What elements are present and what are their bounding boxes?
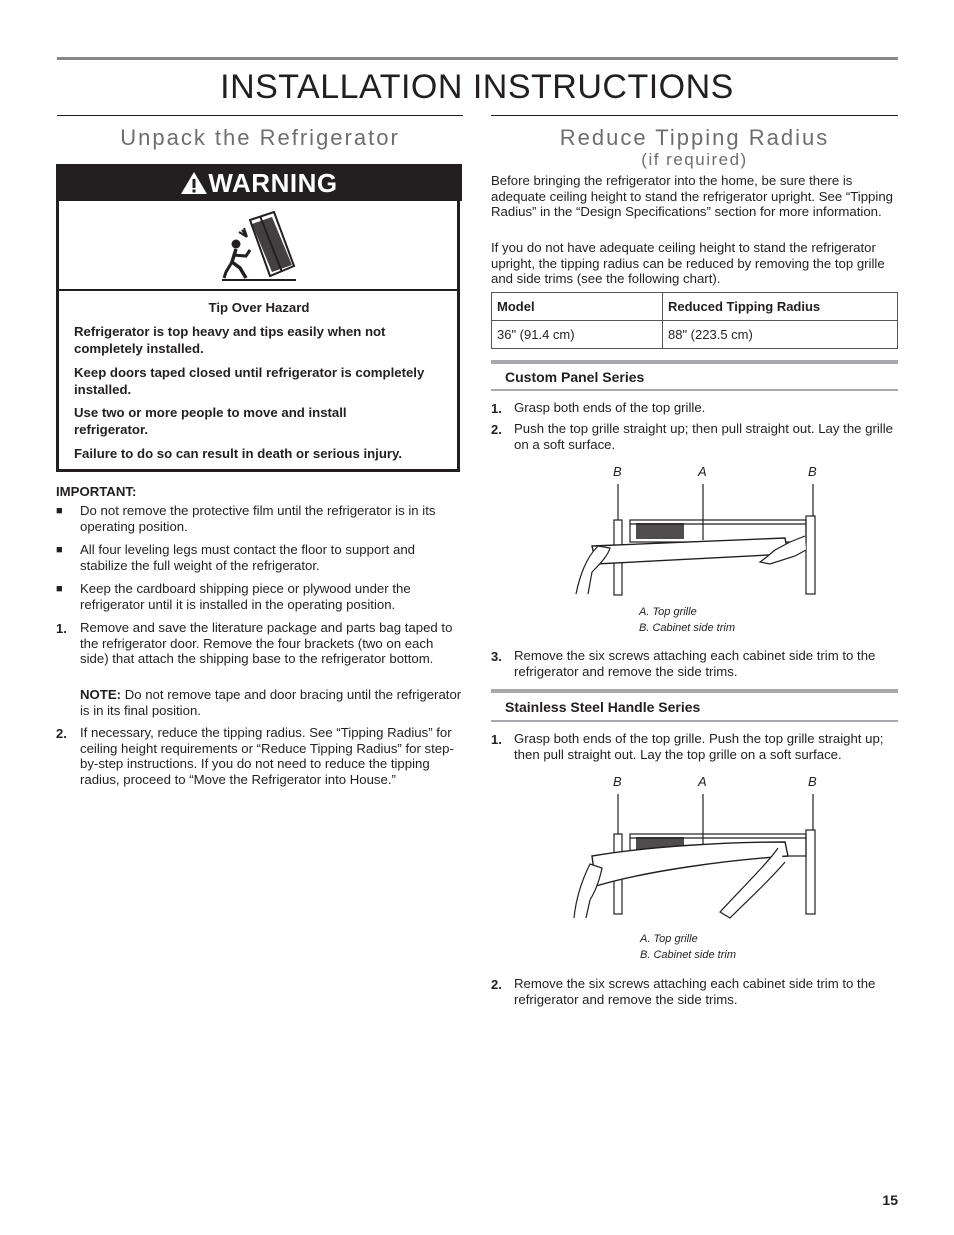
intro-paragraph: Before bringing the refrigerator into the home, be sure there is adequate ceiling height to stand the refrigerator upright. See “Tipping Radius” in the “Design Specifications” section for more information. bbox=[491, 173, 893, 220]
table-cell: 36" (91.4 cm) bbox=[492, 321, 663, 349]
diagram-label-b: B bbox=[613, 774, 622, 789]
bullet-marker: ■ bbox=[56, 505, 63, 517]
warning-header bbox=[56, 164, 462, 201]
custom-panel-grille-diagram bbox=[570, 480, 830, 600]
subheading-bar bbox=[491, 689, 898, 693]
step-text: Grasp both ends of the top grille. bbox=[514, 400, 706, 415]
bullet-text: Do not remove the protective film until the refrigerator is in its operating position. bbox=[80, 503, 436, 534]
diagram-label-a: A bbox=[698, 464, 707, 479]
step-number: 2. bbox=[56, 726, 67, 741]
page-title: INSTALLATION INSTRUCTIONS bbox=[220, 68, 734, 106]
step-number: 2. bbox=[491, 422, 502, 437]
section-title-reduce: Reduce Tipping Radius bbox=[559, 125, 830, 150]
step-number: 1. bbox=[491, 401, 502, 416]
table-header-cell: Reduced Tipping Radius bbox=[663, 293, 898, 321]
step-text: Remove the six screws attaching each cabinet side trim to the refrigerator and remove the side trims. bbox=[514, 648, 876, 679]
note-label: NOTE: bbox=[80, 687, 122, 702]
warning-label: WARNING bbox=[208, 168, 338, 198]
intro-paragraph: If you do not have adequate ceiling height to stand the refrigerator upright, the tipping radius can be reduced by removing the top grille and side trims (see the following chart). bbox=[491, 240, 885, 287]
table-cell: 88" (223.5 cm) bbox=[663, 321, 898, 349]
step-text: Remove and save the literature package and parts bag taped to the refrigerator door. Remove the four brackets (two on each side) that attach the shipping base to the refrigerator bottom. bbox=[80, 620, 453, 667]
diagram-caption: B. Cabinet side trim bbox=[640, 949, 736, 961]
bullet-text: Keep the cardboard shipping piece or plywood under the refrigerator until it is installed in the operating position. bbox=[80, 581, 411, 612]
bullet-marker: ■ bbox=[56, 583, 63, 595]
page-number: 15 bbox=[882, 1192, 898, 1208]
warning-triangle-icon bbox=[180, 171, 208, 195]
step-text: If necessary, reduce the tipping radius. See “Tipping Radius” for ceiling height requirements or “Reduce Tipping Radius” for step-by-step instructions. If you do not need to reduce the tipping radius, proceed to “Move the Refrigerator into House.” bbox=[80, 725, 454, 787]
stainless-grille-diagram bbox=[570, 790, 830, 920]
warning-line: Refrigerator is top heavy and tips easily when not completely installed. bbox=[74, 324, 386, 356]
step-text: Remove the six screws attaching each cabinet side trim to the refrigerator and remove the side trims. bbox=[514, 976, 876, 1007]
subheading-bar bbox=[491, 720, 898, 722]
step-number: 1. bbox=[56, 621, 67, 636]
warning-line: Keep doors taped closed until refrigerator is completely installed. bbox=[74, 365, 425, 397]
step-number: 2. bbox=[491, 977, 502, 992]
diagram-caption: B. Cabinet side trim bbox=[639, 622, 735, 634]
warning-divider bbox=[59, 289, 459, 291]
tip-over-hazard-icon bbox=[222, 210, 298, 282]
note-text: Do not remove tape and door bracing until the refrigerator is in its final position. bbox=[80, 687, 462, 718]
left-section-rule bbox=[57, 115, 463, 116]
diagram-label-b: B bbox=[808, 464, 817, 479]
subheading-custom-panel: Custom Panel Series bbox=[505, 369, 645, 385]
diagram-label-a: A bbox=[698, 774, 707, 789]
table-header-row bbox=[492, 293, 898, 321]
subheading-bar bbox=[491, 389, 898, 391]
table-header-cell: Model bbox=[492, 293, 663, 321]
bullet-marker: ■ bbox=[56, 544, 63, 556]
step-number: 3. bbox=[491, 649, 502, 664]
diagram-caption: A. Top grille bbox=[640, 933, 698, 945]
subheading-bar bbox=[491, 360, 898, 364]
step-text: Push the top grille straight up; then pull straight out. Lay the grille on a soft surface. bbox=[514, 421, 893, 452]
important-label: IMPORTANT: bbox=[56, 484, 137, 499]
diagram-label-b: B bbox=[808, 774, 817, 789]
section-title-unpack: Unpack the Refrigerator bbox=[120, 125, 400, 150]
warning-line: Failure to do so can result in death or serious injury. bbox=[74, 446, 403, 461]
diagram-label-b: B bbox=[613, 464, 622, 479]
note bbox=[80, 687, 462, 718]
table-row bbox=[492, 321, 898, 349]
warning-line: Use two or more people to move and install refrigerator. bbox=[74, 405, 347, 437]
tipping-radius-table bbox=[491, 292, 898, 349]
step-number: 1. bbox=[491, 732, 502, 747]
subheading-stainless: Stainless Steel Handle Series bbox=[505, 699, 701, 715]
top-rule bbox=[57, 57, 898, 60]
diagram-caption: A. Top grille bbox=[639, 606, 697, 618]
hazard-title: Tip Over Hazard bbox=[208, 300, 310, 315]
right-section-rule bbox=[491, 115, 898, 116]
bullet-text: All four leveling legs must contact the floor to support and stabilize the full weight of the refrigerator. bbox=[80, 542, 415, 573]
step-text: Grasp both ends of the top grille. Push the top grille straight up; then pull straight out. Lay the top grille on a soft surface. bbox=[514, 731, 884, 762]
section-subtitle: (if required) bbox=[641, 150, 748, 169]
